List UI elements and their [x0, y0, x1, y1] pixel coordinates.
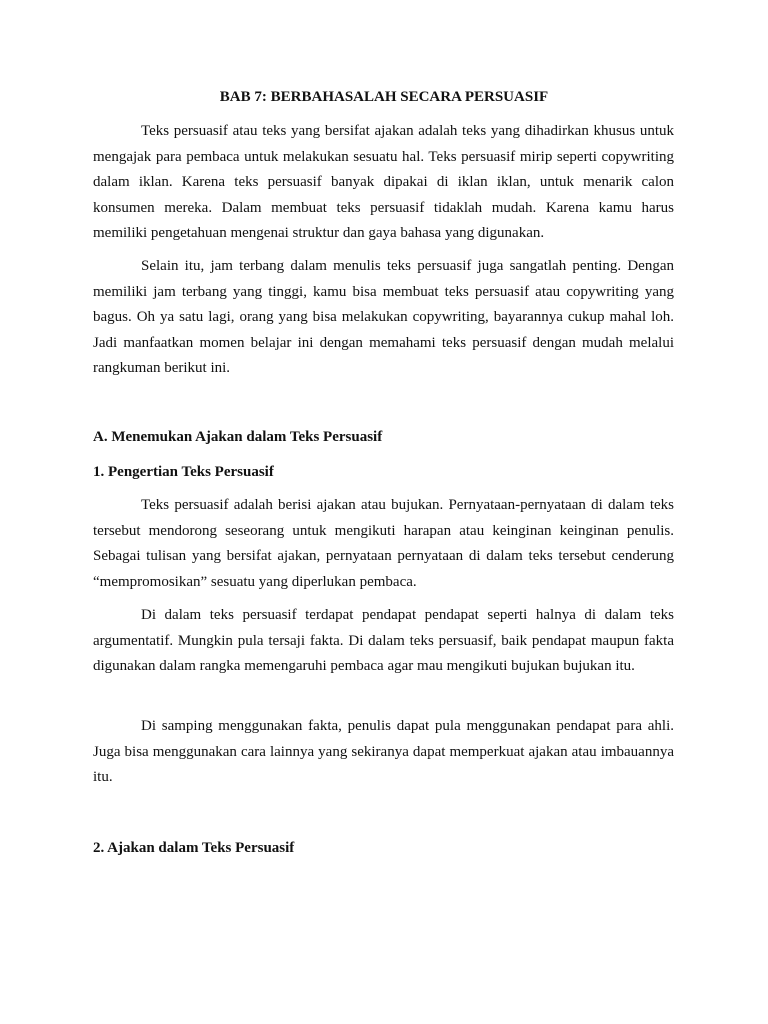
subsection-2-heading: 2. Ajakan dalam Teks Persuasif — [93, 840, 295, 856]
subsection-1-paragraph-1: Teks persuasif adalah berisi ajakan atau bujukan. Pernyataan-pernyataan di dalam teks tersebut mendorong seseorang untuk mengikuti harapan atau keinginan keinginan penulis. Sebagai tulisan yang bersifat ajakan, pernyataan pernyataan di dalam teks tersebut cenderung “mempromosikan” sesuatu yang diperlukan pembaca. — [93, 497, 674, 590]
subsection-1-heading: 1. Pengertian Teks Persuasif — [93, 464, 274, 480]
intro-paragraph-2: Selain itu, jam terbang dalam menulis teks persuasif juga sangatlah penting. Dengan memiliki jam terbang yang tinggi, kamu bisa membuat teks persuasif atau copywriting yang bagus. Oh ya satu lagi, orang yang bisa melakukan copywriting, bayarannya cukup mahal loh. Jadi manfaatkan momen belajar ini dengan memahami teks persuasif dengan mudah melalui rangkuman berikut ini. — [93, 258, 674, 377]
subsection-1-paragraph-2: Di dalam teks persuasif terdapat pendapat pendapat seperti halnya di dalam teks argumentatif. Mungkin pula tersaji fakta. Di dalam teks persuasif, baik pendapat maupun fakta digunakan dalam rangka memengaruhi pembaca agar mau mengikuti bujukan bujukan itu. — [93, 607, 674, 675]
page-title: BAB 7: BERBAHASALAH SECARA PERSUASIF — [219, 89, 549, 105]
intro-paragraph-1: Teks persuasif atau teks yang bersifat ajakan adalah teks yang dihadirkan khusus untuk mengajak para pembaca untuk melakukan sesuatu hal. Teks persuasif mirip seperti copywriting dalam iklan. Karena teks persuasif banyak dipakai di iklan iklan, untuk menarik calon konsumen mereka. Dalam membuat teks persuasif tidaklah mudah. Karena kamu harus memiliki pengetahuan mengenai struktur dan gaya bahasa yang digunakan. — [93, 123, 674, 242]
section-a-heading: A. Menemukan Ajakan dalam Teks Persuasif — [93, 429, 383, 445]
subsection-1-paragraph-3: Di samping menggunakan fakta, penulis dapat pula menggunakan pendapat para ahli. Juga bisa menggunakan cara lainnya yang sekiranya dapat memperkuat ajakan atau imbauannya itu. — [93, 718, 674, 786]
